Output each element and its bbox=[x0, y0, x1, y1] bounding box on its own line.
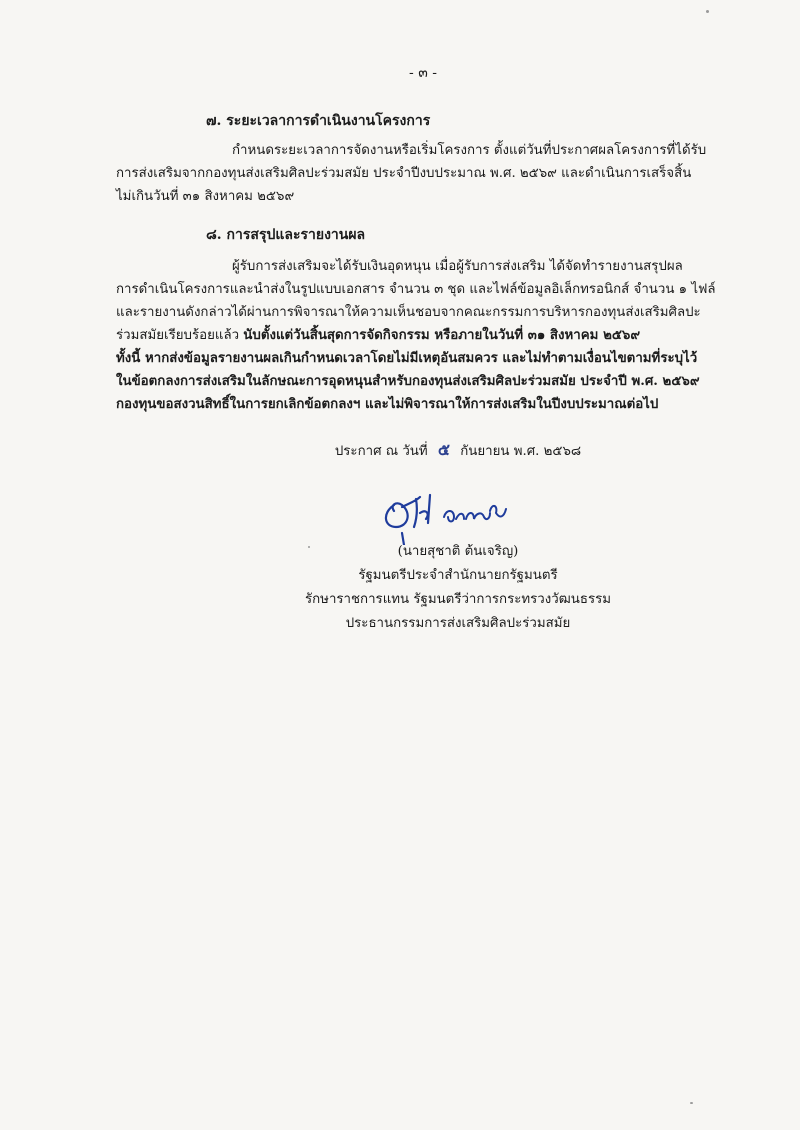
line-normal-text: ร่วมสมัยเรียบร้อยแล้ว bbox=[116, 328, 244, 343]
handwritten-signature bbox=[372, 483, 522, 545]
signatory-title: รักษาราชการแทน รัฐมนตรีว่าการกระทรวงวัฒนธรรม bbox=[304, 592, 611, 607]
section-7-heading: ๗. ระยะเวลาการดำเนินงานโครงการ bbox=[206, 113, 431, 129]
section-8-paragraph-line bbox=[116, 324, 640, 347]
section-8-bold-line: ทั้งนี้ หากส่งข้อมูลรายงานผลเกินกำหนดเวลาโดยไม่มีเหตุอันสมควร และไม่ทำตามเงื่อนไขตามที่ระบุไว้ bbox=[116, 351, 698, 366]
section-7-paragraph-line: ไม่เกินวันที่ ๓๑ สิงหาคม ๒๕๖๙ bbox=[116, 189, 295, 204]
section-8-bold-line: กองทุนขอสงวนสิทธิ์ในการยกเลิกข้อตกลงฯ และไม่พิจารณาให้การส่งเสริมในปีงบประมาณต่อไป bbox=[116, 397, 659, 412]
signatory-title: ประธานกรรมการส่งเสริมศิลปะร่วมสมัย bbox=[345, 616, 571, 631]
scan-speck bbox=[706, 10, 709, 13]
deadline-bold-text: นับตั้งแต่วันสิ้นสุดการจัดกิจกรรม หรือภายในวันที่ ๓๑ สิงหาคม ๒๕๖๙ bbox=[243, 328, 641, 343]
scan-speck bbox=[690, 1102, 693, 1104]
announcement-month-year: กันยายน พ.ศ. ๒๕๖๘ bbox=[460, 444, 582, 459]
announcement-prefix: ประกาศ ณ วันที่ bbox=[334, 444, 428, 459]
section-8-heading: ๘. การสรุปและรายงานผล bbox=[206, 227, 366, 243]
announcement-date bbox=[0, 438, 800, 463]
scan-speck bbox=[308, 546, 310, 548]
section-7-paragraph-line: การส่งเสริมจากกองทุนส่งเสริมศิลปะร่วมสมัย ประจำปีงบประมาณ พ.ศ. ๒๕๖๙ และดำเนินการเสร็จสิ้น bbox=[116, 166, 692, 181]
section-8-paragraph-line: ผู้รับการส่งเสริมจะได้รับเงินอุดหนุน เมื่อผู้รับการส่งเสริม ได้จัดทำรายงานสรุปผล bbox=[232, 259, 683, 274]
signatory-title: รัฐมนตรีประจำสำนักนายกรัฐมนตรี bbox=[358, 568, 558, 583]
section-8-paragraph-line: การดำเนินโครงการและนำส่งในรูปแบบเอกสาร จำนวน ๓ ชุด และไฟล์ข้อมูลอิเล็กทรอนิกส์ จำนวน ๑ ไฟล์ bbox=[116, 282, 716, 297]
section-7-paragraph-line: กำหนดระยะเวลาการจัดงานหรือเริ่มโครงการ ตั้งแต่วันที่ประกาศผลโครงการที่ได้รับ bbox=[232, 143, 707, 158]
page-number: - ๓ - bbox=[409, 65, 437, 81]
section-8-bold-line: ในข้อตกลงการส่งเสริมในลักษณะการอุดหนุนสำหรับกองทุนส่งเสริมศิลปะร่วมสมัย ประจำปี พ.ศ. ๒๕๖๙ bbox=[116, 374, 700, 389]
signatory-name: (นายสุชาติ ต้นเจริญ) bbox=[397, 544, 519, 559]
section-8-paragraph-line: และรายงานดังกล่าวได้ผ่านการพิจารณาให้ความเห็นชอบจากคณะกรรมการบริหารกองทุนส่งเสริมศิลปะ bbox=[116, 305, 701, 320]
announcement-day: ๕ bbox=[437, 440, 450, 459]
